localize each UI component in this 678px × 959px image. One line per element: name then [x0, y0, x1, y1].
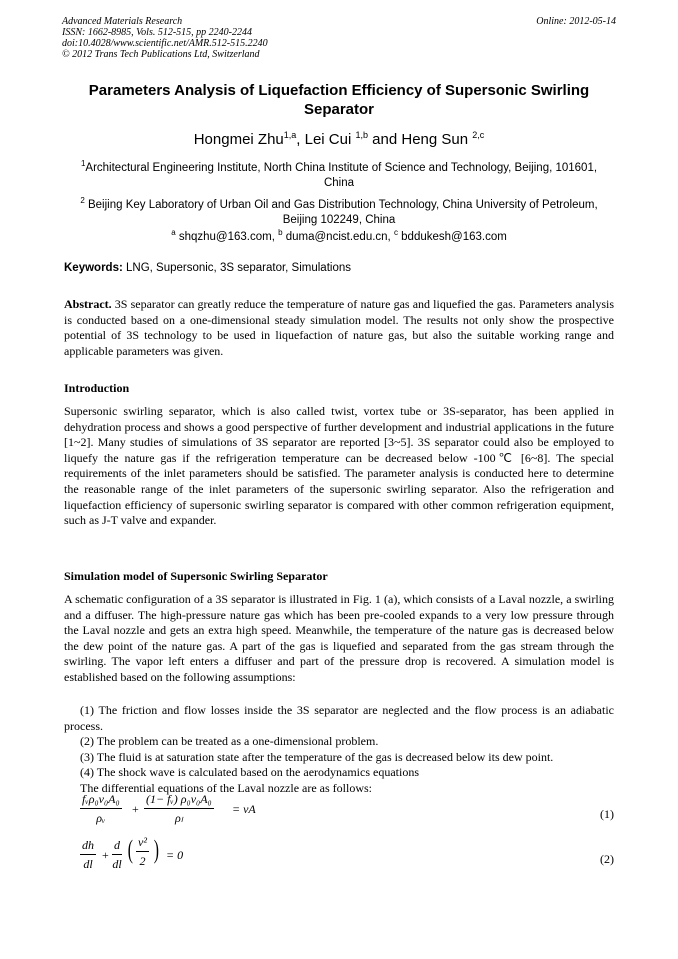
eq1-denominator-1: ρᵥ — [96, 811, 106, 825]
eq1-fraction-1 — [80, 792, 122, 826]
eq1-plus: + — [132, 802, 139, 816]
equation-number-1: (1) — [600, 807, 614, 821]
eq2-denominator-1: dl — [83, 857, 93, 871]
eq2-numerator-1: dh — [80, 838, 96, 855]
introduction-paragraph: Supersonic swirling separator, which is also called twist, vortex tube or 3S-separator, has been applied in dehydration process and shows a good perspective of further development and industrial applications in the future [1~2]. Many studies of simulations of 3S separator are reported [3~5]. 3S separator could also be employed to liquefy the nature gas if the refrigeration temperature can be decreased below -100℃ [6~8]. The special requirements of the inlet parameters should be satisfied. The parameter analysis is conducted here to determine the reasonable range of the inlet parameters of the supersonic swirling separator. Also the refrigeration and liquefaction efficiency of supersonic swirling separator is compared with other common refrigeration equipment, such as J-T valve and expander. — [64, 404, 614, 528]
equation-2 — [80, 835, 614, 879]
affil-mark: 1 — [80, 159, 86, 168]
email-link[interactable]: duma@ncist.edu.cn, — [282, 231, 394, 243]
equation-number-2: (2) — [600, 852, 614, 866]
eq2-left-paren: ( — [127, 835, 133, 864]
author-list — [64, 130, 614, 148]
eq1-numerator-1: fᵥρ₀v₀A₀ — [80, 792, 122, 809]
affil-text: Beijing Key Laboratory of Urban Oil and Gas Distribution Technology, China University of Petroleum, Beijing 102249, China — [84, 199, 598, 226]
keywords-text: LNG, Supersonic, 3S separator, Simulations — [122, 262, 351, 274]
eq2-denominator-2: dl — [112, 857, 122, 871]
abstract-text: 3S separator can greatly reduce the temperature of nature gas and liquefied the gas. Parameters analysis is conducted based on a one-dimensional steady simulation model. The results not only show the prospective potential of 3S technology to be used in liquefaction of nature gas, but also the suitable working range and applicable parameters was given. — [64, 297, 614, 358]
email-link[interactable]: shqzhu@163.com, — [175, 231, 279, 243]
eq2-numerator-3: v² — [136, 835, 149, 852]
abstract — [64, 297, 614, 359]
email-mark: a — [171, 228, 176, 237]
copyright-line: © 2012 Trans Tech Publications Ltd, Switzerland — [62, 49, 260, 60]
author-affil-mark: 1,a — [283, 130, 297, 140]
online-date: Online: 2012-05-14 — [536, 16, 616, 27]
assumption-item: (4) The shock wave is calculated based on the aerodynamics equations — [80, 765, 419, 780]
affiliation-2 — [74, 193, 604, 228]
eq2-denominator-3: 2 — [139, 854, 146, 868]
issn-line: ISSN: 1662-8985, Vols. 512-515, pp 2240-2244 — [62, 27, 252, 38]
journal-header — [62, 16, 622, 60]
author-name: and Heng Sun — [368, 131, 473, 148]
email-mark: b — [278, 228, 283, 237]
journal-name: Advanced Materials Research — [62, 16, 183, 27]
eq2-plus: + — [102, 848, 109, 862]
section-heading-simulation: Simulation model of Supersonic Swirling Separator — [64, 569, 328, 583]
doi-line: doi:10.4028/www.scientific.net/AMR.512-515.2240 — [62, 38, 268, 49]
author-name: Hongmei Zhu — [193, 131, 284, 148]
author-affil-mark: 2,c — [472, 130, 485, 140]
affil-text: Architectural Engineering Institute, North China Institute of Science and Technology, Beijing, 101601, China — [85, 162, 598, 189]
email-mark: c — [393, 228, 398, 237]
eq1-fraction-2 — [144, 792, 214, 826]
eq2-numerator-2: d — [112, 838, 122, 855]
eq2-fraction-2 — [112, 838, 122, 872]
assumption-item: (3) The fluid is at saturation state after the temperature of the gas is decreased below its dew point. — [80, 749, 554, 764]
eq1-numerator-2: (1− fᵥ) ρ₀v₀A₀ — [144, 792, 214, 809]
section-heading-introduction: Introduction — [64, 381, 130, 395]
eq2-rhs: = 0 — [166, 848, 184, 862]
keywords-label: Keywords: — [64, 262, 123, 274]
affiliation-1 — [74, 156, 604, 191]
eq2-fraction-3 — [136, 835, 149, 869]
equation-1 — [80, 792, 614, 836]
abstract-label: Abstract. — [64, 297, 112, 311]
eq1-denominator-2: ρₗ — [174, 811, 183, 825]
eq2-right-paren: ) — [153, 835, 159, 864]
author-affil-mark: 1,b — [355, 130, 368, 140]
assumption-item: (1) The friction and flow losses inside the 3S separator are neglected and the flow process is an adiabatic process. — [64, 703, 614, 733]
eq2-fraction-1 — [80, 838, 96, 872]
simulation-paragraph: A schematic configuration of a 3S separator is illustrated in Fig. 1 (a), which consists of a Laval nozzle, a swirling and a diffuser. The high-pressure nature gas which has been pre-cooled expands to a very low pressure through the Laval nozzle and gets an extra high speed. Meanwhile, the temperature of the nature gas is decreased below the dew point of the nature gas. A part of the gas is liquefied and separated from the gas stream through the swirling. The vapor left enters a diffuser and part of the pressure drop is recovered. A simulation model is established based on the following assumptions: — [64, 592, 614, 684]
paper-title: Parameters Analysis of Liquefaction Efficiency of Supersonic Swirling Separator — [88, 82, 590, 118]
assumption-item: (2) The problem can be treated as a one-dimensional problem. — [80, 734, 379, 749]
equations-intro: The differential equations of the Laval nozzle are as follows: — [80, 780, 372, 795]
author-emails — [64, 228, 614, 243]
author-name: , Lei Cui — [296, 131, 356, 148]
affil-mark: 2 — [80, 196, 85, 205]
assumptions-list — [64, 703, 614, 797]
keywords — [64, 262, 614, 274]
email-link[interactable]: bddukesh@163.com — [397, 231, 507, 243]
eq1-rhs: = vA — [232, 802, 256, 816]
